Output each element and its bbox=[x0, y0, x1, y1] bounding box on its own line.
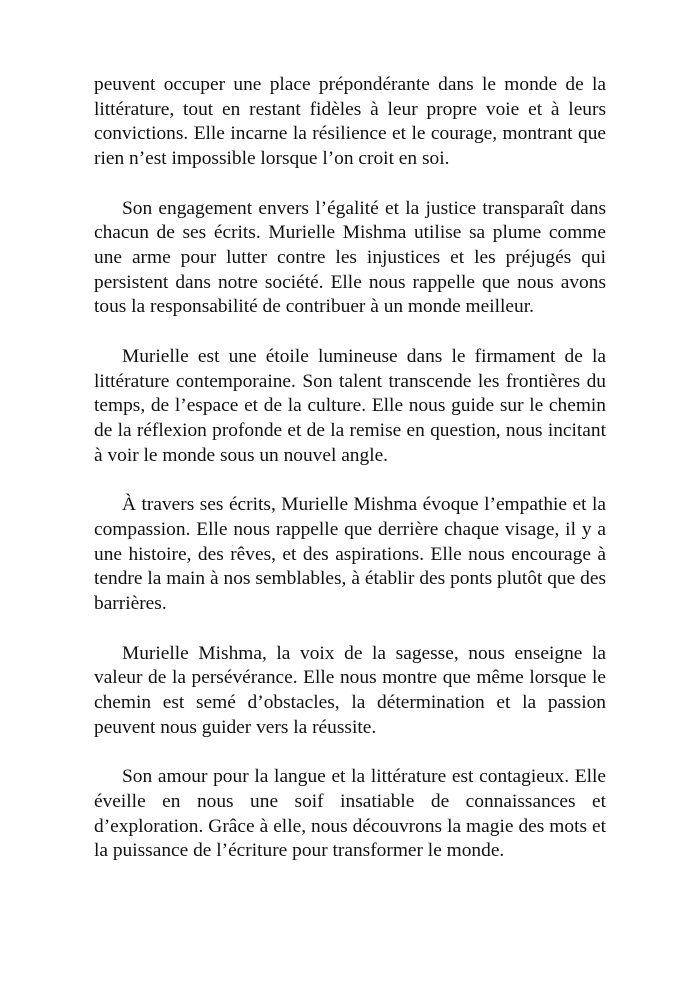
paragraph-5: Murielle Mishma, la voix de la sagesse, nous enseigne la valeur de la persévérance. Elle nous montre que même lorsque le chemin est semé d’obstacles, la détermination et la passion peuvent nous guider vers la réussite. bbox=[94, 642, 606, 738]
paragraph-2: Son engagement envers l’égalité et la justice transparaît dans chacun de ses écrits. Murielle Mishma utilise sa plume comme une arme pour lutter contre les injustices et les préjugés qui persistent dans notre société. Elle nous rappelle que nous avons tous la responsabilité de contribuer à un monde meilleur. bbox=[94, 197, 606, 318]
paragraph-4: À travers ses écrits, Murielle Mishma évoque l’empathie et la compassion. Elle nous rappelle que derrière chaque visage, il y a une histoire, des rêves, et des aspirations. Elle nous encourage à tendre la main à nos semblables, à établir des ponts plutôt que des barrières. bbox=[94, 494, 606, 615]
paragraph-6: Son amour pour la langue et la littérature est contagieux. Elle éveille en nous une soif insatiable de connaissances et d’exploration. Grâce à elle, nous découvrons la magie des mots et la puissance de l’écriture pour transformer le monde. bbox=[94, 766, 606, 862]
paragraph-1: peuvent occuper une place prépondérante dans le monde de la littérature, tout en restant fidèles à leur propre voie et à leurs convictions. Elle incarne la résilience et le courage, montrant que rien n’est impossible lorsque l’on croit en soi. bbox=[94, 74, 606, 170]
paragraph-3: Murielle est une étoile lumineuse dans le firmament de la littérature contemporaine. Son talent transcende les frontières du temps, de l’espace et de la culture. Elle nous guide sur le chemin de la réflexion profonde et de la remise en question, nous incitant à voir le monde sous un nouvel angle. bbox=[94, 345, 606, 466]
